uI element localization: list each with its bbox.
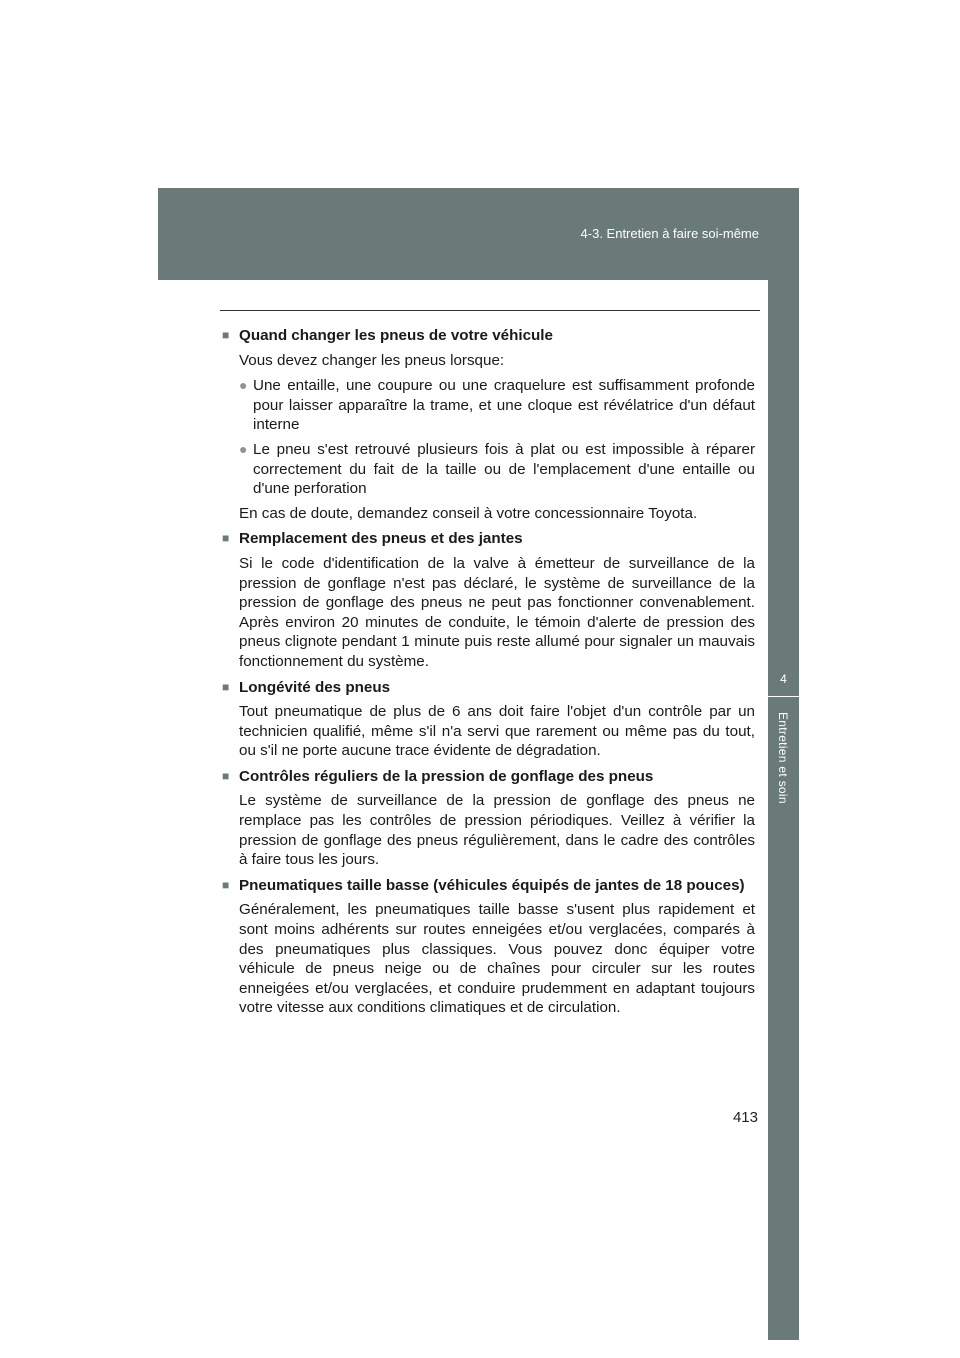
section-intro: Vous devez changer les pneus lorsque: (239, 351, 505, 369)
section-tire-change (222, 326, 755, 523)
section-body: Si le code d'identification de la valve à émetteur de surveillance de la pression de gonflage n'est pas déclaré, le système de surveillance de la pression de gonflage des pneus ne peut pas fonctionner convenablement. Après environ 20 minutes de conduite, le témoin d'alerte de pression des pneus clignote pendant 1 minute puis reste allumé pour signaler un mauvais fonctionnement du système. (239, 554, 755, 670)
section-heading-text: Pneumatiques taille basse (véhicules équipés de jantes de 18 pouces) (239, 876, 745, 894)
circle-bullet-icon: ● (239, 377, 248, 394)
square-bullet-icon: ■ (222, 768, 230, 783)
section-outro: En cas de doute, demandez conseil à votre concessionnaire Toyota. (239, 504, 698, 522)
section-body: Généralement, les pneumatiques taille basse s'usent plus rapidement et sont moins adhérents sur routes enneigées et/ou verglacées, comparés à des pneumatiques plus classiques. Vous pouvez donc équiper votre véhicule de pneus neige ou de chaînes pour circuler sur les routes enneigées et/ou verglacées, et conduire prudemment en adaptant toujours votre vitesse aux conditions climatiques et de circulation. (239, 901, 755, 1017)
square-bullet-icon: ■ (222, 328, 230, 342)
section-heading (222, 767, 755, 787)
section-heading (222, 326, 755, 346)
section-heading-text: Contrôles réguliers de la pression de gonflage des pneus (239, 767, 654, 785)
page-number: 413 (732, 1109, 758, 1126)
page-content (222, 326, 755, 1024)
chapter-number: 4 (780, 672, 787, 686)
section-heading-text: Quand changer les pneus de votre véhicule (239, 327, 553, 344)
section-low-profile-tires (222, 876, 755, 1018)
chapter-side-tab (768, 280, 799, 1340)
side-tab-divider (768, 696, 799, 697)
section-path: 4-3. Entretien à faire soi-même (580, 226, 759, 241)
section-heading (222, 678, 755, 698)
section-tire-rim-replacement (222, 529, 755, 671)
section-tire-longevity (222, 678, 755, 761)
list-item-text: Le pneu s'est retrouvé plusieurs fois à plat ou est impossible à réparer correctement du fait de la taille ou de l'emplacement d'une entaille ou d'une perforation (253, 440, 755, 498)
square-bullet-icon: ■ (222, 877, 230, 892)
list-item (239, 376, 755, 435)
section-heading (222, 529, 755, 549)
square-bullet-icon: ■ (222, 531, 230, 546)
list-item-text: Une entaille, une coupure ou une craquelure est suffisamment profonde pour laisser apparaître la trame, et une cloque est révélatrice d'un défaut interne (253, 377, 755, 434)
top-rule (220, 310, 760, 311)
section-heading-text: Remplacement des pneus et des jantes (239, 530, 523, 548)
square-bullet-icon: ■ (222, 679, 230, 694)
header-band (158, 188, 799, 280)
section-body: Le système de surveillance de la pression de gonflage des pneus ne remplace pas les contrôles de pression périodiques. Veillez à vérifier la pression de gonflage des pneus régulièrement, dans le cadre des contrôles à faire tous les jours. (239, 792, 755, 869)
chapter-title: Entretien et soin (776, 712, 790, 804)
list-item (239, 440, 755, 499)
section-heading-text: Longévité des pneus (239, 678, 391, 696)
section-pressure-checks (222, 767, 755, 870)
section-body: Tout pneumatique de plus de 6 ans doit faire l'objet d'un contrôle par un technicien qualifié, même s'il n'a servi que rarement ou même pas du tout, ou s'il ne porte aucune trace évidente de dégradation. (239, 703, 755, 760)
section-heading (222, 876, 755, 896)
circle-bullet-icon: ● (239, 440, 248, 457)
